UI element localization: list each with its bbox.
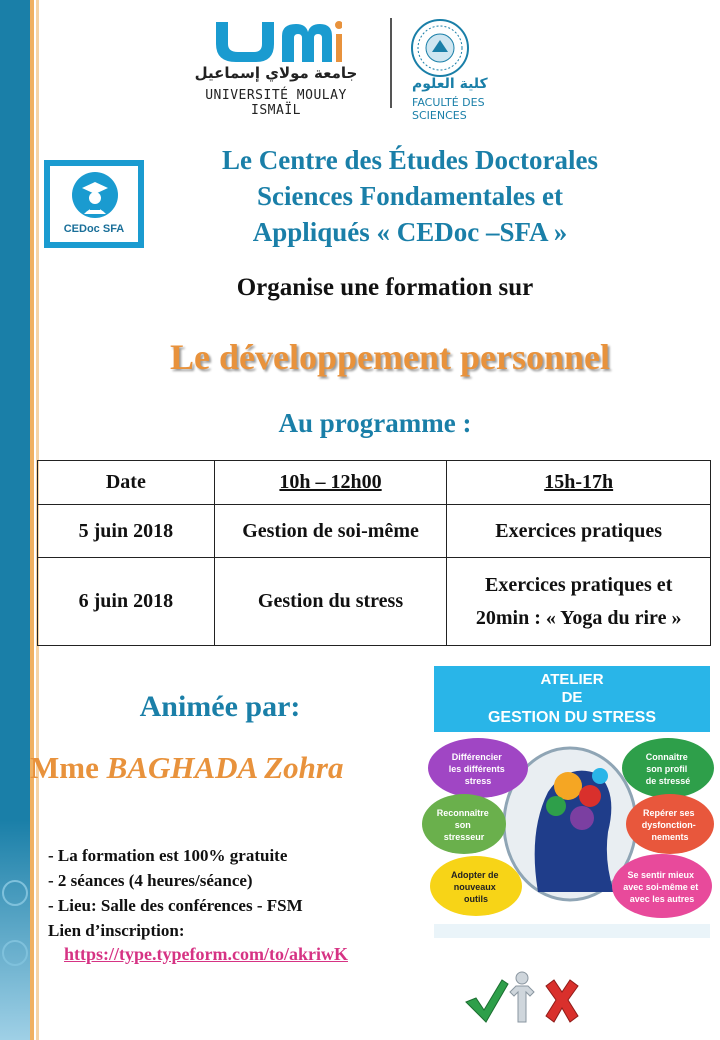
organizer-title [150,142,670,250]
header-afternoon: 15h-17h [447,461,711,505]
schedule-table [37,460,711,646]
bubble-4-line-3: nements [651,832,689,842]
svg-text:Connaître son profil d [646,752,691,786]
table-row [38,558,711,646]
bubble-4-line-2: dysfonction- [641,820,696,830]
umi-french-name: UNIVERSITÉ MOULAY ISMAÏL [205,88,347,118]
bubble-6-line-1: Se sentir mieux [627,870,695,880]
row-morning: Gestion du stress [214,558,447,646]
header-morning: 10h – 12h00 [214,461,447,505]
header-date: Date [38,461,215,505]
checkmark-icon [466,980,508,1022]
row-date: 5 juin 2018 [38,505,215,558]
organise-text: Organise une formation sur [236,274,534,301]
svg-text:Se sentir mieux avec soi-m [623,870,701,904]
bubble-3-line-2: son [454,820,471,830]
bubble-3-line-1: Reconnaître [436,808,489,818]
cedoc-logo [44,160,144,248]
stress-workshop-illustration [418,662,714,938]
umi-arabic-name: جامعة مولاي إسماعيل [194,64,358,82]
person-icon [510,972,534,1022]
animee-label: Animée par: [139,690,301,723]
bubble-4-line-1: Repérer ses [642,808,695,818]
graduate-icon [72,172,118,218]
info-item: - Lieu: Salle des conférences - FSM [48,896,303,915]
speaker-full-name: BAGHADA Zohra [106,750,344,785]
table-row [38,505,711,558]
stress-title-2: DE [561,689,583,706]
row-morning: Gestion de soi-même [214,505,447,558]
programme-heading: Au programme : [278,408,472,438]
speaker-name [30,750,430,786]
row-afternoon [447,558,711,646]
row-afternoon: Exercices pratiques [447,505,711,558]
bubble-1-line-3: stress [464,776,492,786]
table-header-row [38,461,711,505]
info-item: - 2 séances (4 heures/séance) [48,871,253,890]
band-blue [0,0,30,820]
umi-logo-mark-icon [212,18,342,66]
band-ornament [2,880,28,906]
bubble-5-line-3: outils [464,894,488,904]
info-list [48,843,428,943]
bubble-1-line-2: les différents [448,764,505,774]
faculty-seal-icon [410,18,470,78]
organizer-line-1: Le Centre des Études Doctorales [222,145,598,175]
main-title: Le développement personnel [170,337,610,377]
row-date: 6 juin 2018 [38,558,215,646]
info-item: - La formation est 100% gratuite [48,846,288,865]
organizer-line-2: Sciences Fondamentales et [257,181,563,211]
bubble-2-line-3: de stressé [645,776,691,786]
band-stripe [30,0,34,1040]
info-link-label: Lien d’inscription: [48,921,185,940]
row-afternoon-line-2: 20min : « Yoga du rire » [475,606,682,629]
band-ornament [2,940,28,966]
header-divider [390,18,392,108]
faculty-logo [404,14,534,122]
bubble-5-line-2: nouveaux [453,882,496,892]
band-blue-fade [0,820,30,1040]
umi-logo [186,14,366,118]
stress-title-1: ATELIER [540,671,604,688]
faculty-french-name: FACULTÉ DES SCIENCES [412,96,485,122]
bubble-2-line-2: son profil [646,764,688,774]
faculty-arabic-name: كلية العلوم [412,76,488,92]
cedoc-logo-inner [50,166,138,242]
bubble-6-line-3: avec les autres [629,894,695,904]
choice-icons [462,968,582,1028]
bubble-5-line-1: Adopter de [450,870,499,880]
stress-title-3: GESTION DU STRESS [487,709,657,726]
bubble-6-line-2: avec soi-même et [623,882,699,892]
registration-link[interactable]: https://type.typeform.com/to/akriwK [64,944,348,964]
bubble-3-line-3: stresseur [443,832,485,842]
bubble-2-line-1: Connaître [645,752,688,762]
organizer-line-3: Appliqués « CEDoc –SFA » [252,217,568,247]
cross-icon [546,980,578,1022]
bubble-1-line-1: Différencier [451,752,502,762]
cedoc-logo-label: CEDoc SFA [63,223,125,235]
row-afternoon-line-1: Exercices pratiques et [484,573,673,596]
speaker-prefix: Mme [30,750,99,785]
